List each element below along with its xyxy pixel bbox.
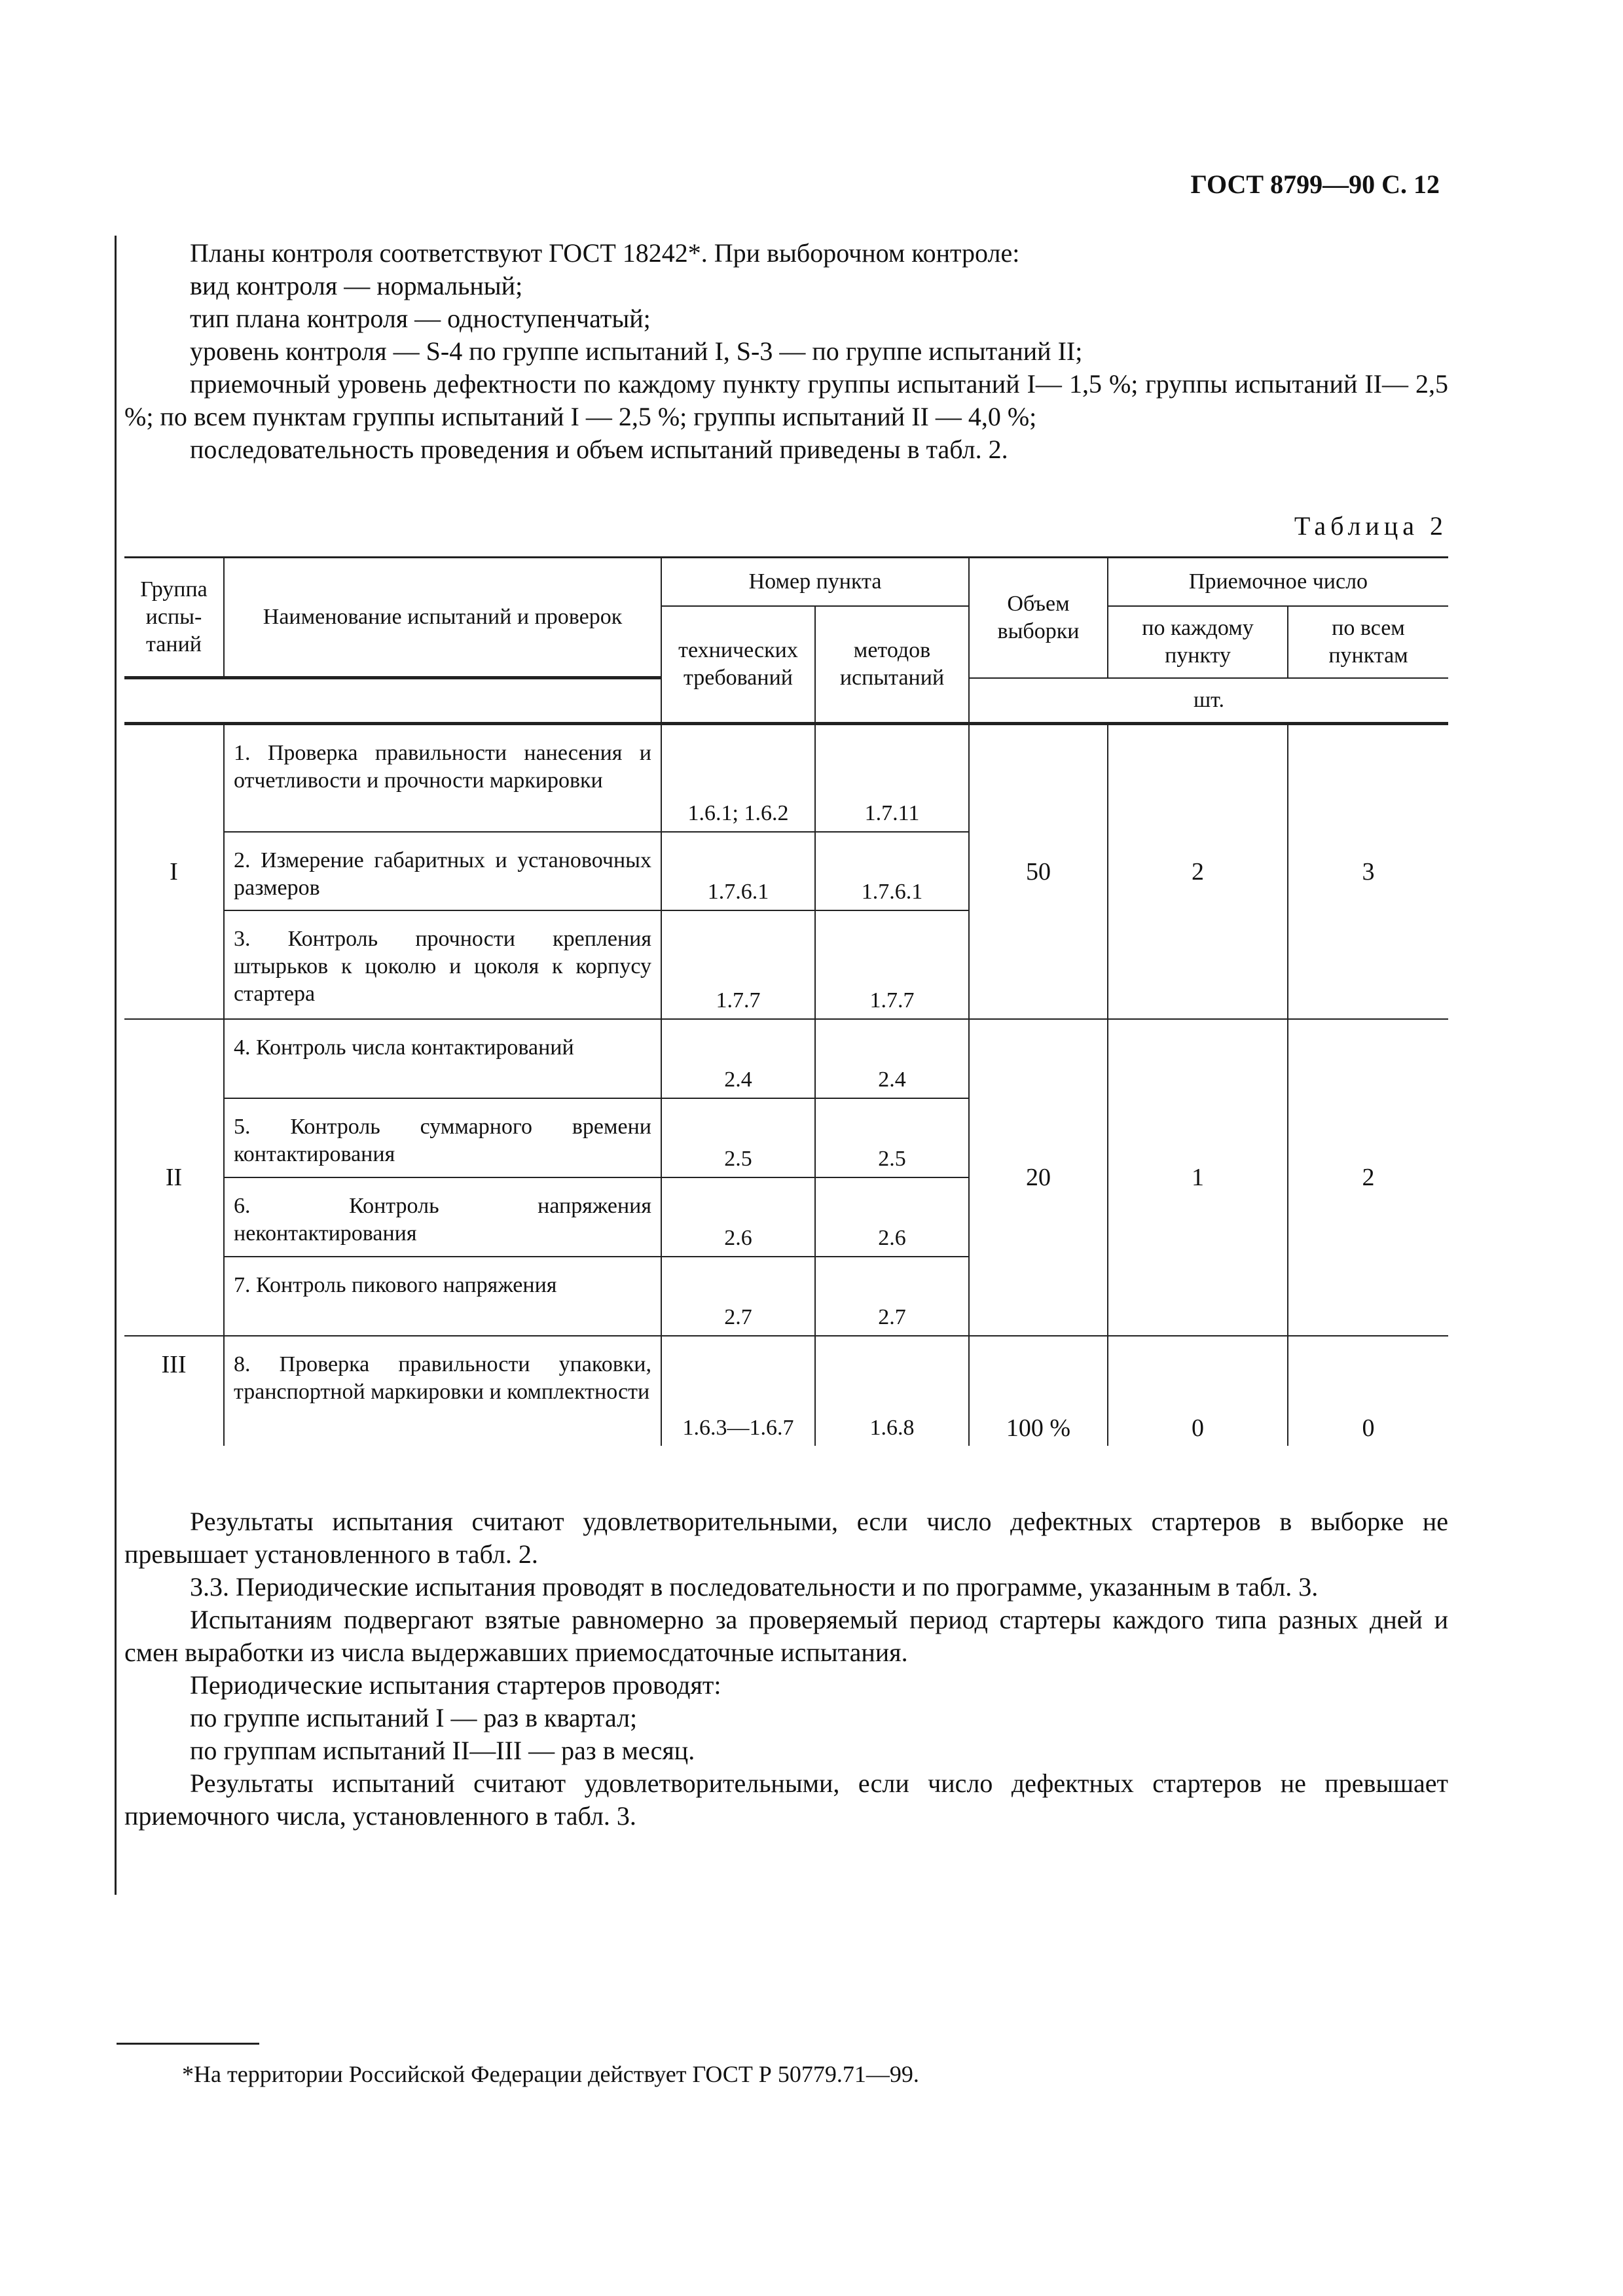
test-name: 5. Контроль суммарного времени контактирования — [224, 1098, 661, 1177]
tech-req-cell: 2.6 — [661, 1177, 815, 1257]
footnote-rule — [117, 2043, 259, 2045]
tech-req-cell: 1.6.3—1.6.7 — [661, 1336, 815, 1446]
per-item-cell: 0 — [1108, 1336, 1288, 1446]
tech-req-cell: 1.6.1; 1.6.2 — [661, 724, 815, 832]
per-item-cell: 1 — [1108, 1019, 1288, 1336]
method-cell: 2.5 — [815, 1098, 969, 1177]
sample-cell: 100 % — [969, 1336, 1108, 1446]
intro-line-5: приемочный уровень дефектности по каждому пункту группы испытаний I— 1,5 %; группы испытаний II— 2,5 %; по всем пунктам группы испытаний I — 2,5 %; группы испытаний II — 4,0 %; — [124, 369, 1448, 431]
header-group: Группа испы- таний — [124, 558, 224, 678]
sample-cell: 20 — [969, 1019, 1108, 1336]
tech-req-cell: 1.7.7 — [661, 910, 815, 1019]
all-items-cell: 2 — [1288, 1019, 1448, 1336]
sample-cell: 50 — [969, 724, 1108, 1019]
intro-line-2: вид контроля — нормальный; — [190, 271, 523, 300]
after-line-5: по группе испытаний I — раз в квартал; — [190, 1703, 638, 1732]
margin-rule — [115, 236, 117, 1895]
after-line-2: 3.3. Периодические испытания проводят в последовательности и по программе, указанным в табл. 3. — [190, 1572, 1319, 1602]
header-acceptance: Приемочное число — [1108, 558, 1448, 606]
test-name: 3. Контроль прочности крепления штырьков к цоколю и цоколя к корпусу стартера — [224, 910, 661, 1019]
table-row — [124, 724, 1448, 832]
header-all-items: по всем пунктам — [1288, 606, 1448, 678]
after-line-3: Испытаниям подвергают взятые равномерно за проверяемый период стартеры каждого типа разных дней и смен выработки из числа выдержавших приемосдаточные испытания. — [124, 1605, 1448, 1667]
method-cell: 1.7.6.1 — [815, 832, 969, 910]
header-test-methods: методов испытаний — [815, 606, 969, 724]
all-items-cell: 0 — [1288, 1336, 1448, 1446]
after-line-4: Периодические испытания стартеров проводят: — [190, 1670, 721, 1700]
header-tech-req: технических требований — [661, 606, 815, 724]
intro-text — [124, 237, 1448, 466]
test-name: 6. Контроль напряжения неконтактирования — [224, 1177, 661, 1257]
tech-req-cell: 2.4 — [661, 1019, 815, 1098]
all-items-cell: 3 — [1288, 724, 1448, 1019]
intro-line-4: уровень контроля — S-4 по группе испытаний I, S-3 — по группе испытаний II; — [190, 336, 1083, 366]
per-item-cell: 2 — [1108, 724, 1288, 1019]
header-sample-size: Объем выборки — [969, 558, 1108, 678]
header-per-item: по каждому пункту — [1108, 606, 1288, 678]
group-cell: II — [124, 1019, 224, 1336]
header-name: Наименование испытаний и проверок — [224, 558, 661, 678]
header-unit: шт. — [969, 678, 1448, 724]
test-name: 7. Контроль пикового напряжения — [224, 1257, 661, 1336]
method-cell: 1.7.7 — [815, 910, 969, 1019]
intro-line-1: Планы контроля соответствуют ГОСТ 18242*. При выборочном контроле: — [190, 238, 1020, 268]
method-cell: 1.7.11 — [815, 724, 969, 832]
footnote: *На территории Российской Федерации действует ГОСТ Р 50779.71—99. — [182, 2061, 919, 2087]
method-cell: 2.7 — [815, 1257, 969, 1336]
table-label: Таблица 2 — [1294, 511, 1448, 541]
tech-req-cell: 1.7.6.1 — [661, 832, 815, 910]
page-header: ГОСТ 8799—90 С. 12 — [1190, 170, 1440, 199]
test-name: 4. Контроль числа контактирований — [224, 1019, 661, 1098]
table-row — [124, 1336, 1448, 1446]
header-spacer — [124, 678, 661, 724]
results-text — [124, 1505, 1448, 1833]
method-cell: 2.6 — [815, 1177, 969, 1257]
test-name: 1. Проверка правильности нанесения и отчетливости и прочности маркировки — [224, 724, 661, 832]
table-row — [124, 1019, 1448, 1098]
method-cell: 1.6.8 — [815, 1336, 969, 1446]
test-name: 2. Измерение габаритных и установочных размеров — [224, 832, 661, 910]
group-cell: III — [124, 1336, 224, 1446]
tests-table — [124, 556, 1448, 1446]
after-line-1: Результаты испытания считают удовлетворительными, если число дефектных стартеров в выборке не превышает установленного в табл. 2. — [124, 1507, 1448, 1569]
method-cell: 2.4 — [815, 1019, 969, 1098]
intro-line-6: последовательность проведения и объем испытаний приведены в табл. 2. — [190, 435, 1008, 464]
after-line-6: по группам испытаний II—III — раз в месяц. — [190, 1736, 695, 1765]
tech-req-cell: 2.7 — [661, 1257, 815, 1336]
test-name: 8. Проверка правильности упаковки, транспортной маркировки и комплектности — [224, 1336, 661, 1446]
group-cell: I — [124, 724, 224, 1019]
after-line-7: Результаты испытаний считают удовлетворительными, если число дефектных стартеров не превышает приемочного числа, установленного в табл. 3. — [124, 1768, 1448, 1831]
tech-req-cell: 2.5 — [661, 1098, 815, 1177]
intro-line-3: тип плана контроля — одноступенчатый; — [190, 304, 651, 333]
header-item-number: Номер пункта — [661, 558, 969, 606]
